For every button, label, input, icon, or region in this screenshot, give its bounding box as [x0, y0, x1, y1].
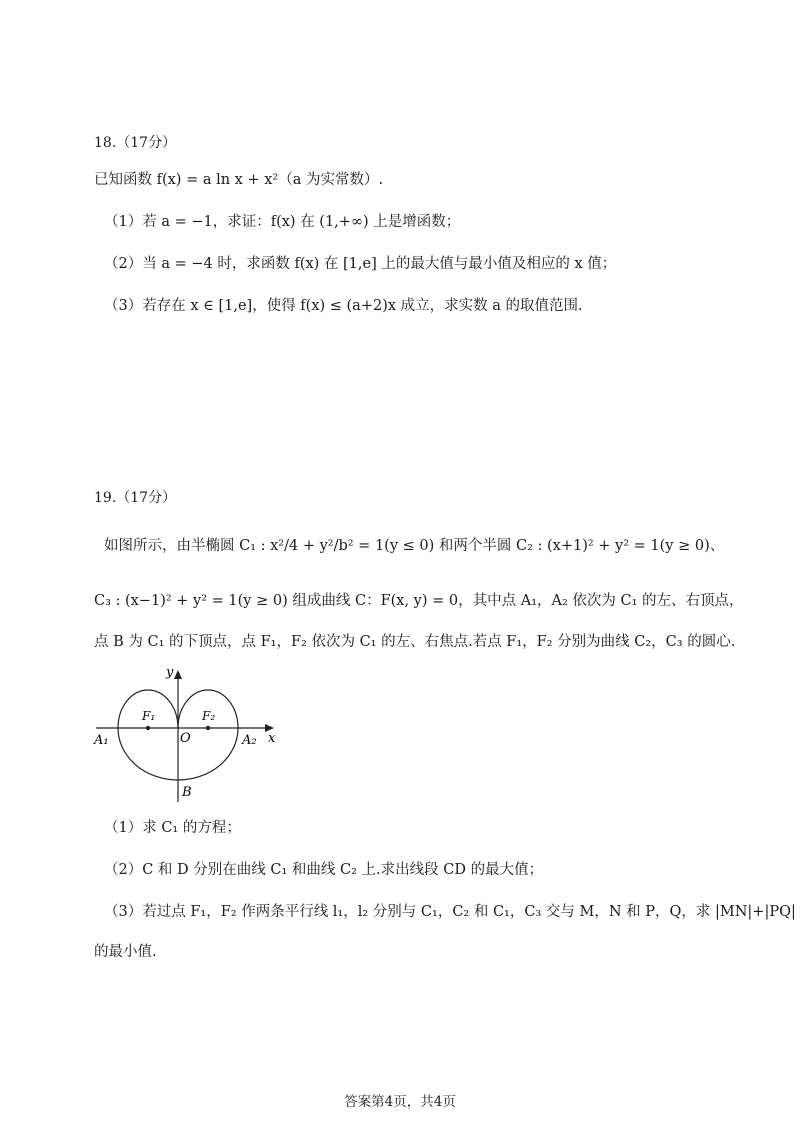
label-a2: A₂ [242, 733, 257, 748]
q18-part3: （3）若存在 x ∈ [1,e]，使得 f(x) ≤ (a+2)x 成立，求实数 a 的取值范围. [104, 298, 583, 314]
q19-part3-line1: （3）若过点 F₁，F₂ 作两条平行线 l₁，l₂ 分别与 C₁，C₂ 和 C₁，C₃ 交与 M，N 和 P，Q，求 |MN|+|PQ| [104, 904, 796, 920]
q19-stem-line3: 点 B 为 C₁ 的下顶点，点 F₁，F₂ 依次为 C₁ 的左、右焦点.若点 F₁，F₂ 分别为曲线 C₂，C₃ 的圆心. [94, 634, 736, 650]
label-a1: A₁ [94, 733, 109, 748]
q18-part2: （2）当 a = −4 时，求函数 f(x) 在 [1,e] 上的最大值与最小值及相应的 x 值； [104, 256, 617, 272]
q19-part1: （1）求 C₁ 的方程； [104, 820, 241, 836]
q19-stem-line1: 如图所示，由半椭圆 C₁ : x²/4 + y²/b² = 1(y ≤ 0) 和两个半圆 C₂ : (x+1)² + y² = 1(y ≥ 0)、 [104, 538, 725, 554]
label-f2: F₂ [202, 709, 216, 723]
curve-figure [88, 662, 288, 802]
q18-part1: （1）若 a = −1，求证：f(x) 在 (1,+∞) 上是增函数； [104, 214, 461, 230]
label-x: x [268, 731, 276, 746]
page-footer: 答案第4页，共4页 [344, 1094, 456, 1110]
q18-stem: 已知函数 f(x) = a ln x + x²（a 为实常数）. [94, 172, 384, 188]
q19-stem-line2: C₃ : (x−1)² + y² = 1(y ≥ 0) 组成曲线 C：F(x, y) = 0，其中点 A₁，A₂ 依次为 C₁ 的左、右顶点， [94, 593, 744, 609]
label-b: B [182, 785, 192, 800]
q19-part3-line2: 的最小值. [94, 944, 157, 960]
q19-heading: 19.（17分） [94, 490, 177, 506]
q19-part2: （2）C 和 D 分别在曲线 C₁ 和曲线 C₂ 上.求出线段 CD 的最大值； [104, 862, 544, 878]
point-f1 [146, 726, 150, 730]
y-axis-arrow [174, 670, 182, 679]
label-y: y [166, 665, 174, 680]
q18-heading: 18.（17分） [94, 135, 177, 151]
point-f2 [206, 726, 210, 730]
label-f1: F₁ [142, 709, 156, 723]
label-o: O [180, 731, 191, 746]
